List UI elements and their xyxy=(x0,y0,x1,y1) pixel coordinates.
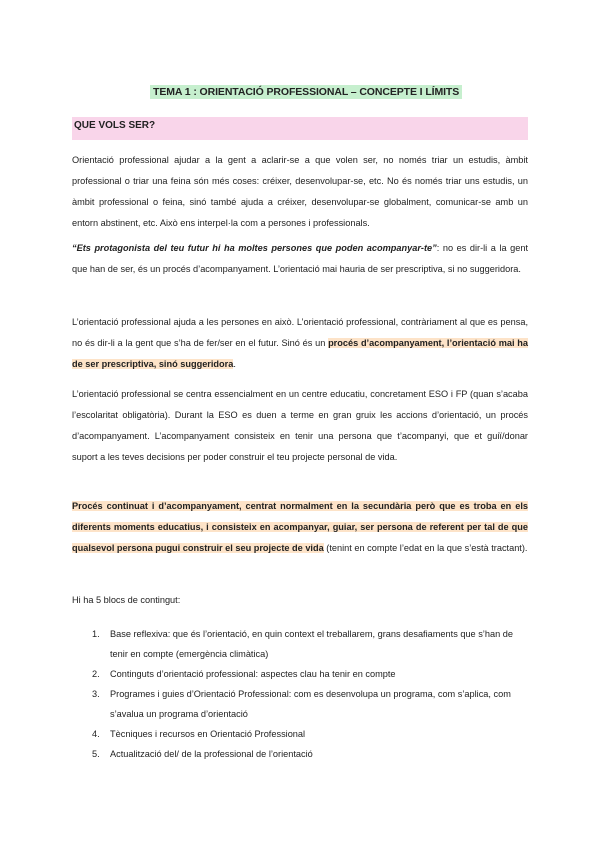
list-item-text: Programes i guies d’Orientació Professional: com es desenvolupa un programa, com s’aplica, com s’avalua un programa d’orientació xyxy=(110,689,511,719)
list-item-number: 3. xyxy=(92,689,100,699)
paragraph-5-text: (tenint en compte l’edat en la que s’està tractant). xyxy=(323,543,528,553)
list-item-text: Continguts d’orientació professional: aspectes clau ha tenir en compte xyxy=(110,669,396,679)
list-item xyxy=(72,684,528,724)
paragraph-5-highlight: Procés continuat i d’acompanyament, centrat normalment en la secundària però que es troba en els diferents moments educatius, i consisteix en acompanyar, guiar, ser persona de referent per tal de que qualsevol persona pugui construir el seu projecte de vida xyxy=(72,501,528,553)
paragraph-1: Orientació professional ajudar a la gent a aclarir-se a que volen ser, no només triar un estudis, àmbit professional o triar una feina són més coses: créixer, desenvolupar-se, etc. No és només triar uns estudis, un àmbit professional o feina, sinó també ajuda a créixer, desenvolupar-se globalment, comunicar-se amb un entorn abstinent, etc. Això ens interpel·la com a persones i professionals. xyxy=(72,155,528,228)
paragraph-2-quote: “Ets protagonista del teu futur hi ha moltes persones que poden acompanyar-te” xyxy=(72,243,437,253)
document-title: TEMA 1 : ORIENTACIÓ PROFESSIONAL – CONCEPTE I LÍMITS xyxy=(150,85,462,99)
list-item-number: 4. xyxy=(92,729,100,739)
paragraph-3 xyxy=(72,312,528,375)
list-item-text: Tècniques i recursos en Orientació Professional xyxy=(110,729,306,739)
blocks-intro: Hi ha 5 blocs de contingut: xyxy=(72,595,181,605)
paragraph-2-text: : no es dir-li a la gent que han de ser, és un procés d’acompanyament. L’orientació mai hauria de ser prescriptiva, si no suggeridora. xyxy=(72,243,528,274)
list-item xyxy=(72,624,528,664)
list-item-number: 2. xyxy=(92,669,100,679)
paragraph-3-end: . xyxy=(233,359,236,369)
paragraph-4: L’orientació professional se centra essencialment en un centre educatiu, concretament ESO i FP (quan s’acaba l’escolaritat obligatòria). Durant la ESO es duen a terme en gran gruix les accions d’orientació, un procés d’acompanyament. L’acompanyament consisteix en tenir una persona que t’acompanyi, que et guiï/donar suport a les teves decisions per poder construir el teu projecte personal de vida. xyxy=(72,389,528,462)
blocks-list xyxy=(72,624,528,764)
paragraph-3-highlight: procés d’acompanyament, l’orientació mai ha de ser prescriptiva, sinó suggeridora xyxy=(72,338,528,369)
list-item-text: Base reflexiva: que és l’orientació, en quin context el treballarem, grans desafiaments que s’han de tenir en compte (emergència climàtica) xyxy=(110,629,513,659)
paragraph-3-text: L’orientació professional ajuda a les persones en això. L’orientació professional, contràriament al que es pensa, no és dir-li a la gent que s’ha de fer/ser en el futur. Sinó és un xyxy=(72,317,528,348)
list-item-number: 5. xyxy=(92,749,100,759)
paragraph-5 xyxy=(72,496,528,559)
paragraph-2 xyxy=(72,238,528,280)
list-item-number: 1. xyxy=(92,629,100,639)
list-item xyxy=(72,724,528,744)
list-item-text: Actualització del/ de la professional de l’orientació xyxy=(110,749,313,759)
section-heading: QUE VOLS SER? xyxy=(72,117,528,140)
list-item xyxy=(72,664,528,684)
list-item xyxy=(72,744,528,764)
